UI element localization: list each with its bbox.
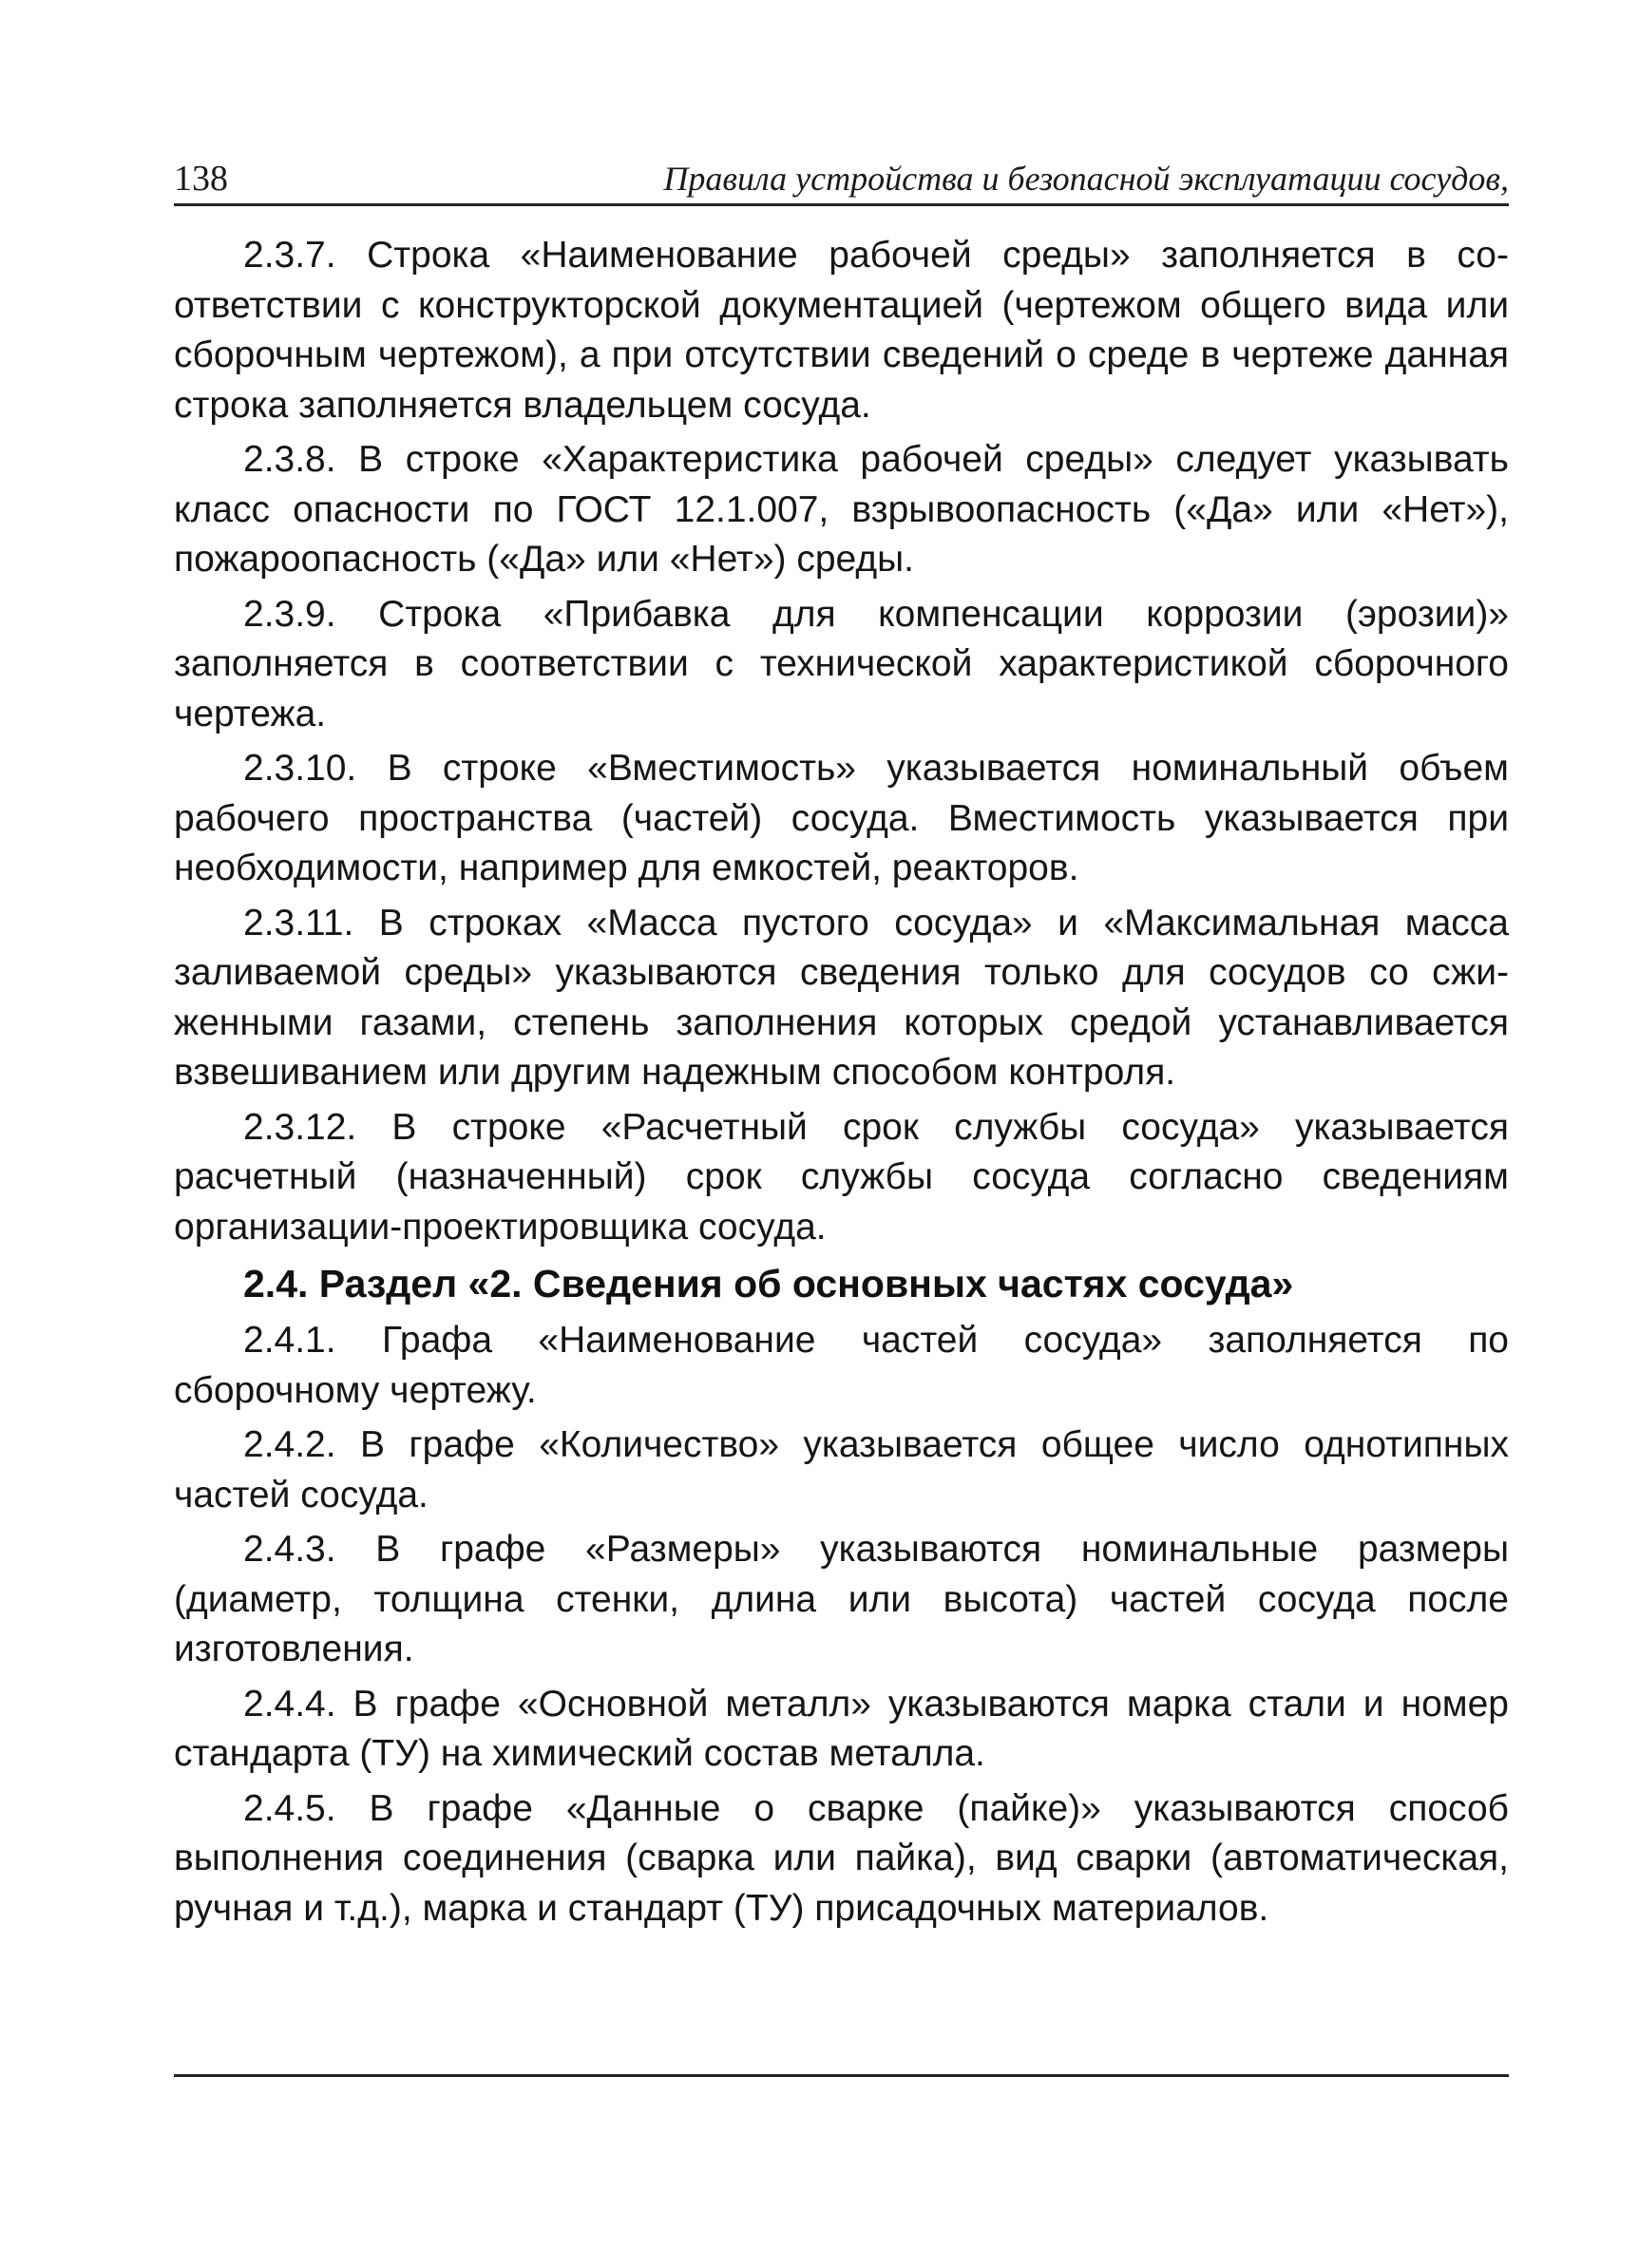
section-heading: 2.4. Раздел «2. Сведения об основных частях сосуда» (243, 1262, 1294, 1306)
paragraph-2-3-7: 2.3.7. Строка «Наименование рабочей среды» заполняется в соответствии с конструкторской документацией (чертежом общего вида или сборочным чертежом), а при отсутствии сведений о среде в чертеже данная строка заполняется владельцем сосуда. (174, 235, 1509, 426)
paragraph-2-3-8: 2.3.8. В строке «Характеристика рабочей среды» следует указывать класс опасности по ГОСТ 12.1.007, взрывоопасность («Да» или «Нет»), пожароопасность («Да» или «Нет») среды. (174, 439, 1509, 580)
running-header (174, 143, 1509, 206)
paragraph-2-3-11: 2.3.11. В строках «Масса пустого сосуда» и «Максимальная масса заливаемой среды» указываются сведения только для сосудов со сжиженными газами, степень заполнения которых средой устанавливается взвешиванием или другим надежным способом контроля. (174, 902, 1509, 1093)
paragraph-2-3-10: 2.3.10. В строке «Вместимость» указывается номинальный объем рабочего пространства (частей) сосуда. Вместимость указывается при необходимости, например для емкостей, реакторов. (174, 748, 1509, 888)
paragraph-2-4-5: 2.4.5. В графе «Данные о сварке (пайке)» указываются способ выполнения соединения (сварка или пайка), вид сварки (автоматическая, ручная и т.д.), марка и стандарт (ТУ) присадочных материалов. (174, 1787, 1509, 1929)
paragraph-2-3-9: 2.3.9. Строка «Прибавка для компенсации коррозии (эрозии)» заполняется в соответствии с технической характеристикой сборочного чертежа. (174, 593, 1509, 734)
paragraph-2-3-12: 2.3.12. В строке «Расчетный срок службы сосуда» указывается расчетный (назначенный) срок службы сосуда согласно сведениям организации-проектировщика сосуда. (174, 1106, 1509, 1248)
running-title: Правила устройства и безопасной эксплуатации сосудов, (663, 160, 1509, 198)
paragraph-2-4-1: 2.4.1. Графа «Наименование частей сосуда» заполняется по сборочному чертежу. (174, 1320, 1509, 1411)
paragraph-2-4-4: 2.4.4. В графе «Основной металл» указываются марка стали и номер стандарта (ТУ) на химический состав металла. (174, 1683, 1509, 1774)
paragraph-2-4-3: 2.4.3. В графе «Размеры» указываются номинальные размеры (диаметр, толщина стенки, длина или высота) частей сосуда после изготовления. (174, 1529, 1509, 1669)
page-number: 138 (174, 159, 228, 199)
paragraph-2-4-2: 2.4.2. В графе «Количество» указывается общее число однотипных частей сосуда. (174, 1424, 1509, 1515)
body-text (174, 231, 1509, 1938)
footer-rule (174, 2074, 1509, 2077)
